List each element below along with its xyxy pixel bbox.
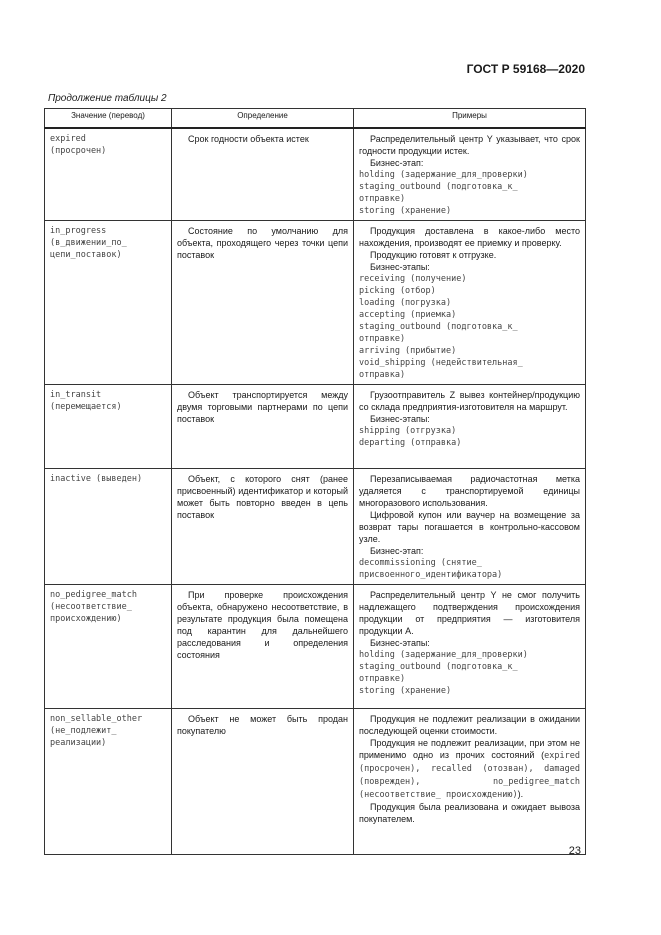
table-row xyxy=(45,221,586,385)
example-paragraph: Бизнес-этап: xyxy=(370,158,424,168)
cell-value xyxy=(45,585,172,709)
cell-examples xyxy=(354,128,586,221)
cell-value xyxy=(45,469,172,585)
table-row xyxy=(45,709,586,855)
table-row xyxy=(45,128,586,221)
example-paragraph: Продукция была реализована и ожидает вывоза покупателем. xyxy=(359,802,580,824)
cell-definition xyxy=(172,709,354,855)
cell-examples xyxy=(354,385,586,469)
code-token: damaged xyxy=(544,764,580,774)
cell-definition xyxy=(172,469,354,585)
definitions-table xyxy=(44,108,586,855)
cell-definition xyxy=(172,385,354,469)
definition-text: При проверке происхождения объекта, обнаружено несоответствие, в результате продукция была помещена под карантин для дальнейшего расследования и определения состояния xyxy=(177,590,348,660)
value-text: no_pedigree_match (несоответствие_ происхождению) xyxy=(50,590,137,624)
example-codes: holding (задержание_для_проверки) staging_outbound (подготовка_к_ отправке) storing (хранение) xyxy=(359,650,528,696)
standard-number: ГОСТ Р 59168—2020 xyxy=(466,62,585,76)
table-continuation-caption: Продолжение таблицы 2 xyxy=(48,93,167,104)
cell-value xyxy=(45,709,172,855)
value-text: inactive (выведен) xyxy=(50,474,143,484)
cell-examples xyxy=(354,709,586,855)
definition-text: Состояние по умолчанию для объекта, проходящего через точки цепи поставок xyxy=(177,226,348,260)
cell-value xyxy=(45,385,172,469)
code-token: expired xyxy=(544,751,580,761)
table-header-row xyxy=(45,109,586,129)
example-paragraph: Грузоотправитель Z вывез контейнер/продукцию со склада предприятия-изготовителя на маршрут. xyxy=(359,390,580,412)
example-codes: decommissioning (снятие_ присвоенного_идентификатора) xyxy=(359,558,503,580)
value-text: in_transit (перемещается) xyxy=(50,390,122,412)
cell-examples xyxy=(354,221,586,385)
example-paragraph: Продукцию готовят к отгрузке. xyxy=(370,250,497,260)
cell-value xyxy=(45,128,172,221)
example-codes: holding (задержание_для_проверки) staging_outbound (подготовка_к_ отправке) storing (хранение) xyxy=(359,170,528,216)
cell-definition xyxy=(172,585,354,709)
code-token: no_pedigree_match xyxy=(493,777,580,787)
example-paragraph: Распределительный центр Y не смог получить надлежащего подтверждения происхождения продукции от предприятия — изготовителя продукции А. xyxy=(359,590,580,636)
table-row xyxy=(45,585,586,709)
example-codes: shipping (отгрузка) departing (отправка) xyxy=(359,426,462,448)
example-paragraph: Продукция не подлежит реализации в ожидании последующей оценки стоимости. xyxy=(359,714,580,736)
table-row xyxy=(45,385,586,469)
cell-examples xyxy=(354,585,586,709)
definition-text: Объект транспортируется между двумя торговыми партнерами по цепи поставок xyxy=(177,390,348,424)
table-row xyxy=(45,469,586,585)
example-paragraph: Бизнес-этапы: xyxy=(370,262,430,272)
page-number: 23 xyxy=(568,845,581,857)
example-paragraph: Бизнес-этап: xyxy=(370,546,424,556)
code-token: (поврежден), xyxy=(359,777,421,787)
code-token: (несоответствие_ происхождению) xyxy=(359,790,518,800)
code-token: (отозван), xyxy=(482,764,534,774)
cell-definition xyxy=(172,221,354,385)
definition-text: Объект не может быть продан покупателю xyxy=(177,714,348,736)
definition-text: Срок годности объекта истек xyxy=(188,134,309,144)
code-token: recalled xyxy=(430,764,472,774)
paragraph-text: Продукция не подлежит реализации, при этом не применимо одно из прочих состояний ( xyxy=(359,738,580,760)
header-value: Значение (перевод) xyxy=(45,109,172,129)
header-examples: Примеры xyxy=(354,109,586,129)
cell-definition xyxy=(172,128,354,221)
example-codes: receiving (получение) picking (отбор) loading (погрузка) accepting (приемка) staging_outbound (подготовка_к_ отправке) arriving (прибытие) void_shipping (недействительная_ отправка) xyxy=(359,274,523,380)
value-text: expired (просрочен) xyxy=(50,134,107,156)
example-paragraph: Перезаписываемая радиочастотная метка удаляется с транспортируемой единицы многоразового использования. xyxy=(359,474,580,508)
cell-examples xyxy=(354,469,586,585)
example-paragraph: Продукция доставлена в какое-либо место нахождения, производят ее приемку и проверку. xyxy=(359,226,580,248)
example-paragraph: Бизнес-этапы: xyxy=(370,638,430,648)
cell-value xyxy=(45,221,172,385)
example-paragraph: Бизнес-этапы: xyxy=(370,414,430,424)
example-paragraph: Распределительный центр Y указывает, что срок годности продукции истек. xyxy=(359,134,580,156)
value-text: non_sellable_other (не_подлежит_ реализации) xyxy=(50,714,143,748)
header-definition: Определение xyxy=(172,109,354,129)
code-token: (просрочен), xyxy=(359,764,421,774)
example-paragraph: Цифровой купон или ваучер на возмещение за возврат тары погашается в контрольно-кассовом узле. xyxy=(359,510,580,544)
paragraph-close: ). xyxy=(517,789,524,799)
definition-text: Объект, с которого снят (ранее присвоенный) идентификатор и который может быть повторно введен в цепь поставок xyxy=(177,474,348,520)
value-text: in_progress (в_движении_по_ цепи_поставок) xyxy=(50,226,127,260)
example-paragraph-with-codes xyxy=(359,737,580,801)
